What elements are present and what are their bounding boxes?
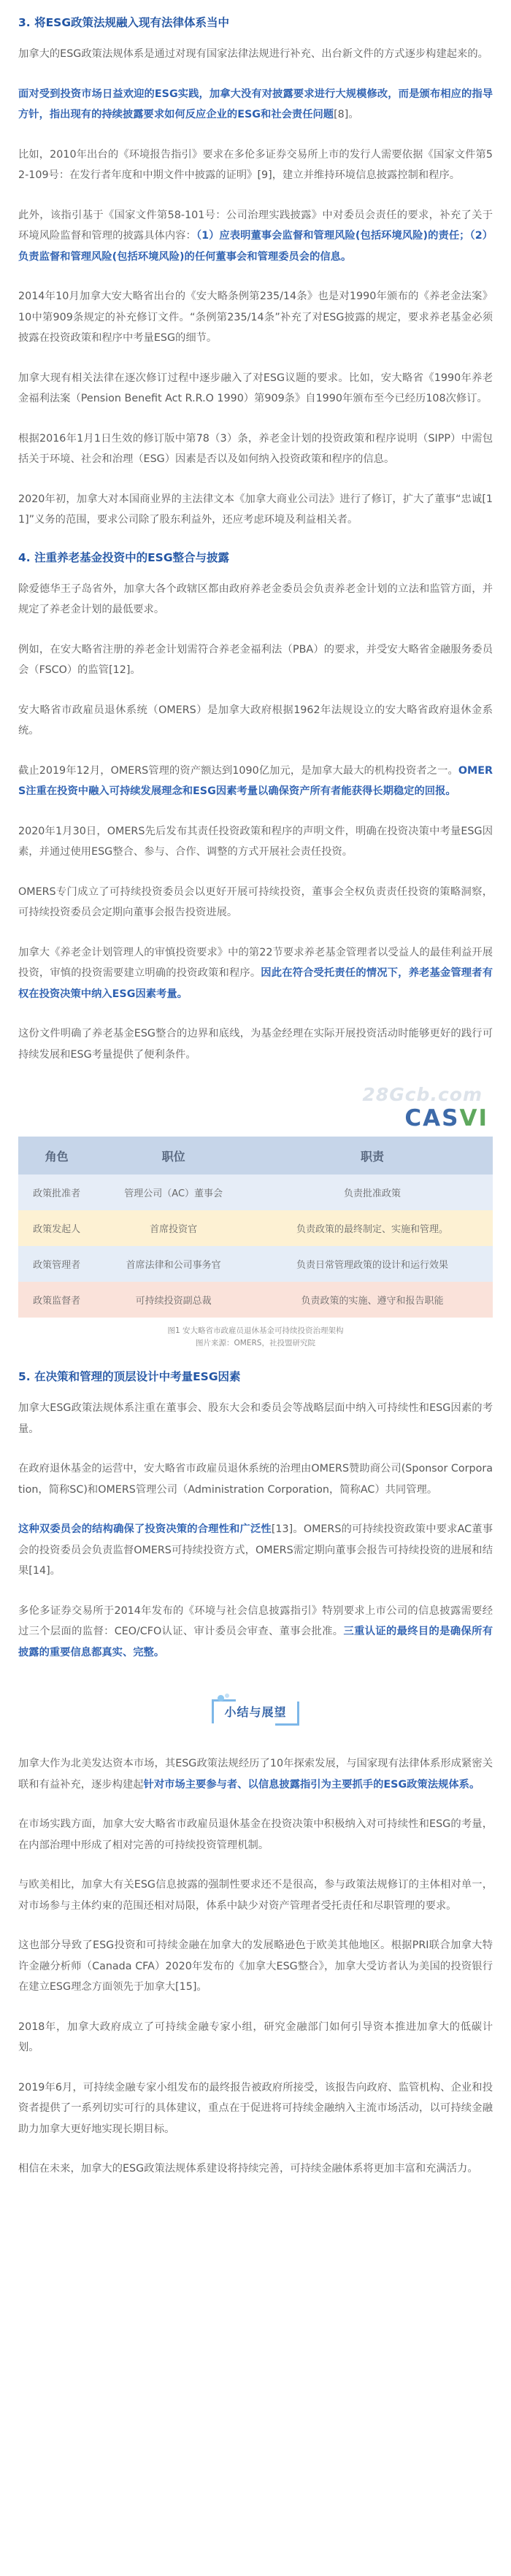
table-cell: 可持续投资副总裁: [95, 1282, 252, 1318]
paragraph: 在政府退休基金的运营中，安大略省市政雇员退休系统的治理由OMERS赞助商公司(Sponsor Corporation，简称SC)和OMERS管理公司（Administration Corporation，简称AC）共同管理。: [18, 1463, 493, 1496]
paragraph: 2020年初，加拿大对本国商业界的主法律文本《加拿大商业公司法》进行了修订，扩大了董事“忠诚[11]”义务的范围，要求公司除了股东利益外，还应考虑环境及利益相关者。: [18, 493, 493, 526]
highlight-text: 针对市场主要参与者、以信息披露指引为主要抓手的ESG政策法规体系。: [143, 1778, 480, 1791]
paragraph: 2019年6月，可持续金融专家小组发布的最终报告被政府所接受，该报告向政府、监管机构、企业和投资者提供了一系列切实可行的具体建议，重点在于促进将可持续金融纳入主流市场活动，以可持续金融助力加拿大更好地实现长期目标。: [18, 2081, 493, 2135]
table-cell: 政策批准者: [18, 1174, 95, 1210]
highlight-text: 面对受到投资市场日益欢迎的ESG实践，加拿大没有对披露要求进行大规模修改，而是颁布相应的指导方针，指出现有的持续披露要求如何反应企业的ESG和社会责任问题: [18, 88, 493, 120]
paragraph-text: 此外，该指引基于《国家文件第58-101号：公司治理实践披露》中对委员会责任的要求，补充了关于环境风险监督和管理的披露具体内容：: [18, 209, 493, 242]
paragraph: [18, 1601, 493, 1664]
citation: [8]。: [334, 109, 359, 120]
table-row: [18, 1174, 493, 1210]
summary-header: [0, 1682, 511, 1740]
highlight-text: （1）应表明董事会监督和管理风险(包括环境风险)的责任；（2）负责监督和管理风险(包括环境风险)的任何董事会和管理委员会的信息。: [18, 230, 493, 263]
paragraph: [18, 205, 493, 268]
casvi-logo: [404, 1105, 488, 1131]
paragraph: 除爱德华王子岛省外，加拿大各个政辖区都由政府养老金委员会负责养老金计划的立法和监管方面，并规定了养老金计划的最低要求。: [18, 583, 493, 615]
summary-title: 小结与展望: [224, 1704, 287, 1719]
watermark: 28Gcb.com: [362, 1084, 483, 1105]
paragraph: 2020年1月30日，OMERS先后发布其责任投资政策和程序的声明文件，明确在投资决策中考量ESG因素，并通过使用ESG整合、参与、合作、调整的方式开展社会责任投资。: [18, 825, 493, 858]
figure-caption: [18, 1325, 493, 1350]
table-cell: 政策监督者: [18, 1282, 95, 1318]
paragraph-text: 截止2019年12月，OMERS管理的资产额达到1090亿加元，是加拿大最大的机构投资者之一。: [18, 764, 458, 777]
logo-text-vi: VI: [459, 1105, 488, 1131]
table-cell: 政策发起人: [18, 1210, 95, 1246]
paragraph: [18, 1753, 493, 1795]
logo-text-cas: CAS: [404, 1105, 460, 1131]
table-cell: 管理公司（AC）董事会: [95, 1174, 252, 1210]
paragraph: [18, 761, 493, 802]
table-cell: 负责政策的最终制定、实施和管理。: [252, 1210, 493, 1246]
paragraph: 例如，在安大略省注册的养老金计划需符合养老金福利法（PBA）的要求，并受安大略省金融服务委员会（FSCO）的监管[12]。: [18, 643, 493, 676]
paragraph: [18, 942, 493, 1005]
table-cell: 政策管理者: [18, 1246, 95, 1282]
highlight-text: 因此在符合受托责任的情况下，养老基金管理者有权在投资决策中纳入ESG因素考量。: [18, 967, 493, 1000]
caption-source: 图片来源：OMERS，社投盟研究院: [196, 1339, 315, 1347]
logo: [18, 1106, 493, 1131]
paragraph: 加拿大的ESG政策法规体系是通过对现有国家法律法规进行补充、出台新文件的方式逐步构建起来的。: [18, 48, 488, 60]
paragraph: 与欧美相比，加拿大有关ESG信息披露的强制性要求还不是很高，参与政策法规修订的主体相对单一，对市场参与主体约束的范围还相对局限，体系中缺少对资产管理者受托责任和尽职管理的要求。: [18, 1879, 493, 1912]
caption-line: 图1 安大略省市政雇员退休基金可持续投资治理架构: [167, 1326, 344, 1335]
table-cell: 负责日常管理政策的设计和运行效果: [252, 1246, 493, 1282]
governance-figure: [18, 1084, 493, 1350]
paragraph: OMERS专门成立了可持续投资委员会以更好开展可持续投资，董事会全权负责责任投资的策略洞察，可持续投资委员会定期向董事会报告投资进展。: [18, 885, 493, 918]
dot-decoration: [225, 1693, 229, 1698]
paragraph-text: 多伦多证券交易所于2014年发布的《环境与社会信息披露指引》特别要求上市公司的信息披露需要经过三个层面的监督：CEO/CFO认证、审计委员会审查、董事会批准。: [18, 1604, 493, 1637]
header-position: 职位: [95, 1137, 252, 1174]
paragraph: 2018年，加拿大政府成立了可持续金融专家小组，研究金融部门如何引导资本推进加拿大的低碳计划。: [18, 2021, 493, 2053]
section-title-3: 3. 将ESG政策法规融入现有法律体系当中: [18, 16, 230, 29]
table-row: [18, 1282, 493, 1318]
table-header-row: [18, 1137, 493, 1174]
paragraph: [18, 1519, 493, 1582]
header-duty: 职责: [252, 1137, 493, 1174]
table-row: [18, 1210, 493, 1246]
paragraph: 加拿大现有相关法律在逐次修订过程中逐步融入了对ESG议题的要求。比如，安大略省《1990年养老金福利法案（Pension Benefit Act R.R.O 1990）第909条》自1990年颁布至今已经历108次修订。: [18, 372, 493, 404]
paragraph: 安大略省市政雇员退休系统（OMERS）是加拿大政府根据1962年法规设立的安大略省政府退休金系统。: [18, 704, 493, 737]
summary-badge: [212, 1696, 299, 1726]
table-cell: 首席法律和公司事务官: [95, 1246, 252, 1282]
governance-table: [18, 1137, 493, 1318]
paragraph: [18, 84, 493, 126]
highlight-text: OMERS注重在投资中融入可持续发展理念和ESG因素考量以确保资产所有者能获得长期稳定的回报。: [18, 764, 493, 797]
highlight-text: 三重认证的最终目的是确保所有披露的重要信息都真实、完整。: [18, 1626, 493, 1658]
paragraph: 在市场实践方面，加拿大安大略省市政雇员退休基金在投资决策中积极纳入对可持续性和ESG的考量，在内部治理中形成了相对完善的可持续投资管理机制。: [18, 1818, 493, 1851]
table-row: [18, 1246, 493, 1282]
paragraph: 这也部分导致了ESG投资和可持续金融在加拿大的发展略逊色于欧美其他地区。根据PRI联合加拿大特许金融分析师（Canada CFA）2020年发布的《加拿大ESG整合》，加拿大受访者认为美国的投资银行在建立ESG理念方面领先于加拿大[15]。: [18, 1939, 493, 1993]
paragraph: 比如，2010年出台的《环境报告指引》要求在多伦多证券交易所上市的发行人需要依据《国家文件第52-109号：在发行者年度和中期文件中披露的证明》[9]，建立并维持环境信息披露控制和程序。: [18, 148, 493, 181]
paragraph: 相信在未来，加拿大的ESG政策法规体系建设将持续完善，可持续金融体系将更加丰富和充满活力。: [18, 2163, 478, 2175]
dot-decoration: [218, 1695, 224, 1702]
paragraph: 2014年10月加拿大安大略省出台的《安大略条例第235/14条》也是对1990年颁布的《养老金法案》10中第909条规定的补充修订文件。“条例第235/14条”补充了对ESG披露的规定，要求养老基金必须披露在投资政策和程序中考量ESG的细节。: [18, 291, 493, 344]
paragraph: 这份文件明确了养老基金ESG整合的边界和底线，为基金经理在实际开展投资活动时能够更好的践行可持续发展和ESG考量提供了便利条件。: [18, 1028, 493, 1061]
section-title-5: 5. 在决策和管理的顶层设计中考量ESG因素: [18, 1370, 241, 1383]
bracket-decoration: [212, 1699, 236, 1723]
table-cell: 首席投资官: [95, 1210, 252, 1246]
table-cell: 负责政策的实施、遵守和报告职能: [252, 1282, 493, 1318]
section-title-4: 4. 注重养老基金投资中的ESG整合与披露: [18, 550, 230, 564]
paragraph-text: 加拿大《养老金计划管理人的审慎投资要求》中的第22节要求养老基金管理者以受益人的最佳利益开展投资，审慎的投资需要建立明确的投资政策和程序。: [18, 946, 493, 979]
header-role: 角色: [18, 1137, 95, 1174]
paragraph: 加拿大ESG政策法规体系注重在董事会、股东大会和委员会等战略层面中纳入可持续性和ESG因素的考量。: [18, 1402, 493, 1435]
paragraph: 根据2016年1月1日生效的修订版中第78（3）条，养老金计划的投资政策和程序说明（SIPP）中需包括关于环境、社会和治理（ESG）因素是否以及如何纳入投资政策和程序的信息。: [18, 432, 493, 465]
paragraph-text: [13]。OMERS的可持续投资政策中要求AC董事会的投资委员会负责监督OMERS可持续投资方式，OMERS需定期向董事会报告可持续投资的进展和结果[14]。: [18, 1523, 493, 1577]
paragraph-text: 加拿大作为北美发达资本市场，其ESG政策法规经历了10年探索发展，与国家现有法律体系形成紧密关联和有益补充，逐步构建起: [18, 1758, 493, 1791]
table-cell: 负责批准政策: [252, 1174, 493, 1210]
bracket-decoration: [275, 1702, 299, 1726]
highlight-text: 这种双委员会的结构确保了投资决策的合理性和广泛性: [18, 1523, 272, 1535]
